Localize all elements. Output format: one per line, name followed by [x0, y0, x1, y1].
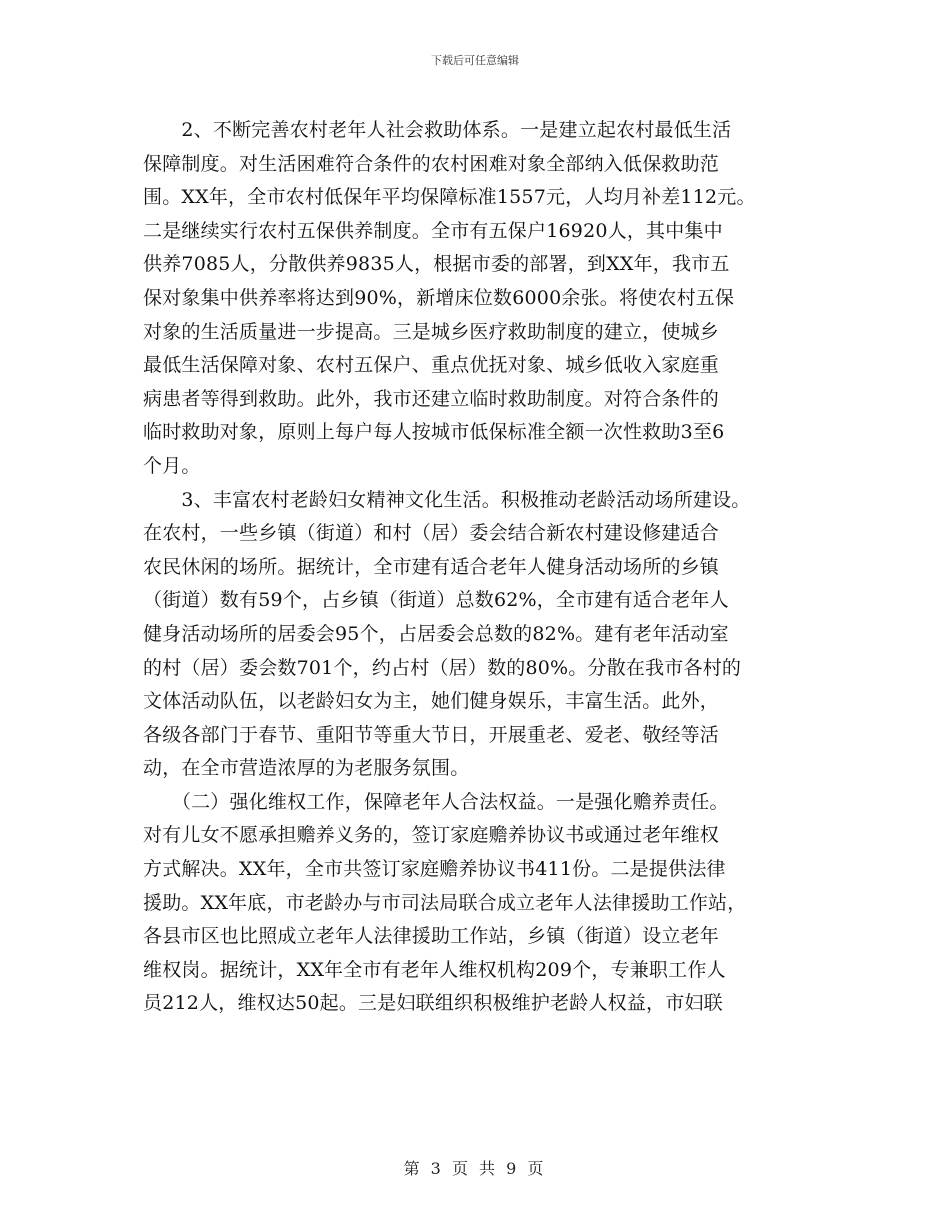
document-body — [143, 114, 833, 1021]
text-line: 援助。XX年底，市老龄办与市司法局联合成立老年人法律援助工作站， — [143, 891, 747, 914]
text-line: 供养7085人，分散供养9835人，根据市委的部署，到XX年，我市五 — [143, 253, 730, 276]
text-line: 对有儿女不愿承担赡养义务的，签订家庭赡养协议书或通过老年维权 — [143, 824, 720, 847]
text-line: 农民休闲的场所。据统计，全市建有适合老年人健身活动场所的乡镇 — [143, 555, 720, 578]
page-header: 下载后可任意编辑 — [431, 54, 519, 67]
text-line: 最低生活保障对象、农村五保户、重点优抚对象、城乡低收入家庭重 — [143, 354, 720, 377]
text-line: 临时救助对象，原则上每户每人按城市低保标准全额一次性救助3至6 — [143, 421, 725, 444]
text-line: 保对象集中供养率将达到90%，新增床位数6000余张。将使农村五保 — [143, 286, 735, 309]
text-line: （街道）数有59个，占乡镇（街道）总数62%，全市建有适合老年人 — [143, 589, 729, 612]
text-line: （二）强化维权工作，保障老年人合法权益。一是强化赡养责任。 — [143, 790, 729, 813]
text-line: 围。XX年，全市农村低保年平均保障标准1557元，人均月补差112元。 — [143, 186, 756, 209]
text-line: 方式解决。XX年，全市共签订家庭赡养协议书411份。二是提供法律 — [143, 858, 726, 881]
text-line: 二是继续实行农村五保供养制度。全市有五保户16920人，其中集中 — [143, 219, 723, 242]
text-line: 动，在全市营造浓厚的为老服务氛围。 — [143, 757, 470, 780]
page-footer: 第 3 页 共 9 页 — [403, 1159, 547, 1178]
text-line: 的村（居）委会数701个，约占村（居）数的80%。分散在我市各村的 — [143, 656, 742, 679]
text-line: 员212人，维权达50起。三是妇联组织积极维护老龄人权益，市妇联 — [143, 992, 723, 1015]
text-line: 各县市区也比照成立老年人法律援助工作站，乡镇（街道）设立老年 — [143, 925, 720, 948]
text-line: 2、不断完善农村老年人社会救助体系。一是建立起农村最低生活 — [143, 119, 732, 141]
text-line: 文体活动队伍，以老龄妇女为主，她们健身娱乐，丰富生活。此外， — [143, 690, 720, 713]
text-line: 病患者等得到救助。此外，我市还建立临时救助制度。对符合条件的 — [143, 387, 720, 410]
text-line: 健身活动场所的居委会95个，占居委会总数的82%。建有老年活动室 — [143, 622, 729, 645]
text-line: 个月。 — [143, 454, 201, 477]
text-line: 对象的生活质量进一步提高。三是城乡医疗救助制度的建立，使城乡 — [143, 320, 720, 343]
text-line: 维权岗。据统计，XX年全市有老年人维权机构209个，专兼职工作人 — [143, 958, 726, 981]
text-line: 3、丰富农村老龄妇女精神文化生活。积极推动老龄活动场所建设。 — [143, 488, 751, 511]
text-line: 在农村，一些乡镇（街道）和村（居）委会结合新农村建设修建适合 — [143, 522, 720, 545]
text-line: 保障制度。对生活困难符合条件的农村困难对象全部纳入低保救助范 — [143, 152, 720, 175]
text-line: 各级各部门于春节、重阳节等重大节日，开展重老、爱老、敬经等活 — [143, 723, 720, 746]
